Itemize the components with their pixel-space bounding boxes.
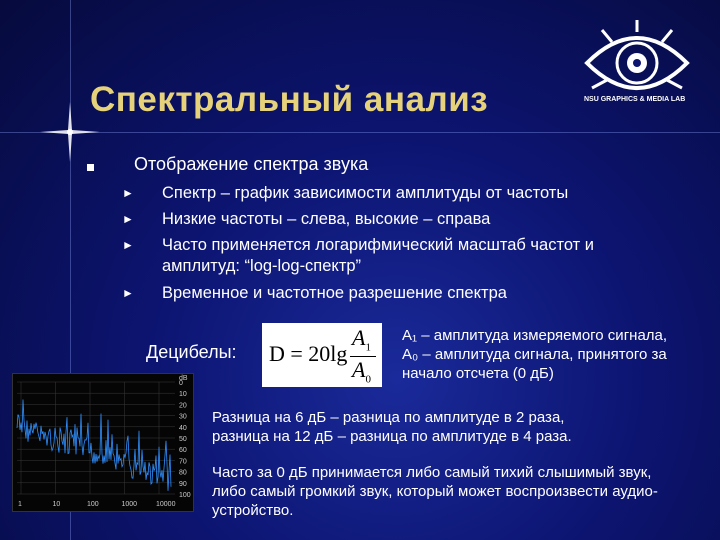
spectrum-screenshot — [12, 373, 194, 512]
sub-bullet-text: Спектр – график зависимости амплитуды от частоты — [162, 184, 569, 202]
y-tick-label: 70 — [179, 458, 187, 466]
amplitude-notes: A₁ – амплитуда измеряемого сигнала, A₀ – амплитуда сигнала, принятого за начало отсчета (0 дБ) — [402, 327, 668, 382]
y-tick-label: 100 — [179, 492, 191, 499]
y-tick-label: 90 — [179, 480, 187, 488]
x-tick-label: 1000 — [121, 501, 138, 508]
arrow-bullet-icon: ► — [122, 238, 134, 252]
y-tick-label: 40 — [179, 424, 187, 432]
spectrum-trace — [17, 400, 171, 491]
formula-lhs: D = 20lg — [269, 341, 348, 366]
x-tick-label: 100 — [87, 501, 99, 508]
y-tick-label: 80 — [179, 469, 187, 477]
zero-db-notes: Часто за 0 дБ принимается либо самый тихий слышимый звук, либо самый громкий звук, который может воспроизвести аудио- устройство. — [212, 464, 658, 519]
y-tick-label: 60 — [179, 447, 187, 455]
unit-label: dB — [179, 375, 188, 382]
x-tick-label: 10000 — [156, 501, 176, 508]
sub-bullet-text-continued: амплитуд: “log-log-спектр” — [162, 257, 362, 275]
main-bullet-text: Отображение спектра звука — [134, 154, 369, 174]
spectrum-plot — [13, 374, 193, 511]
arrow-bullet-icon: ► — [122, 186, 134, 200]
arrow-bullet-icon: ► — [122, 212, 134, 226]
decibel-ratio-notes: Разница на 6 дБ – разница по амплитуде в 2 раза, разница на 12 дБ – разница по амплитуде в 4 раза. — [212, 409, 572, 445]
formula-numerator: $A_1$ — [352, 325, 371, 354]
sub-bullet-text: Низкие частоты – слева, высокие – справа — [162, 210, 491, 228]
sub-bullet-text: Часто применяется логарифмический масштаб частот и — [162, 236, 594, 254]
x-tick-label: 10 — [52, 501, 61, 508]
decor-horizontal-line — [0, 132, 720, 133]
y-tick-label: 50 — [179, 436, 187, 443]
y-tick-label: 20 — [179, 402, 187, 410]
logo-caption: NSU GRAPHICS & MEDIA LAB — [584, 96, 686, 103]
x-tick-label: 1 — [18, 501, 22, 508]
slide-title: Спектральный анализ — [90, 80, 489, 119]
y-tick-label: 0 — [179, 380, 183, 387]
decibels-label: Децибелы: — [146, 342, 237, 362]
y-tick-label: 10 — [179, 391, 187, 399]
decibel-formula — [262, 323, 382, 387]
bullet-square-icon — [87, 164, 94, 171]
y-tick-label: 30 — [179, 413, 187, 421]
arrow-bullet-icon: ► — [122, 286, 134, 300]
formula-denominator: $A_0$ — [352, 357, 371, 386]
sub-bullet-text: Временное и частотное разрешение спектра — [162, 284, 507, 302]
nsu-graphics-lab-logo — [582, 18, 692, 108]
